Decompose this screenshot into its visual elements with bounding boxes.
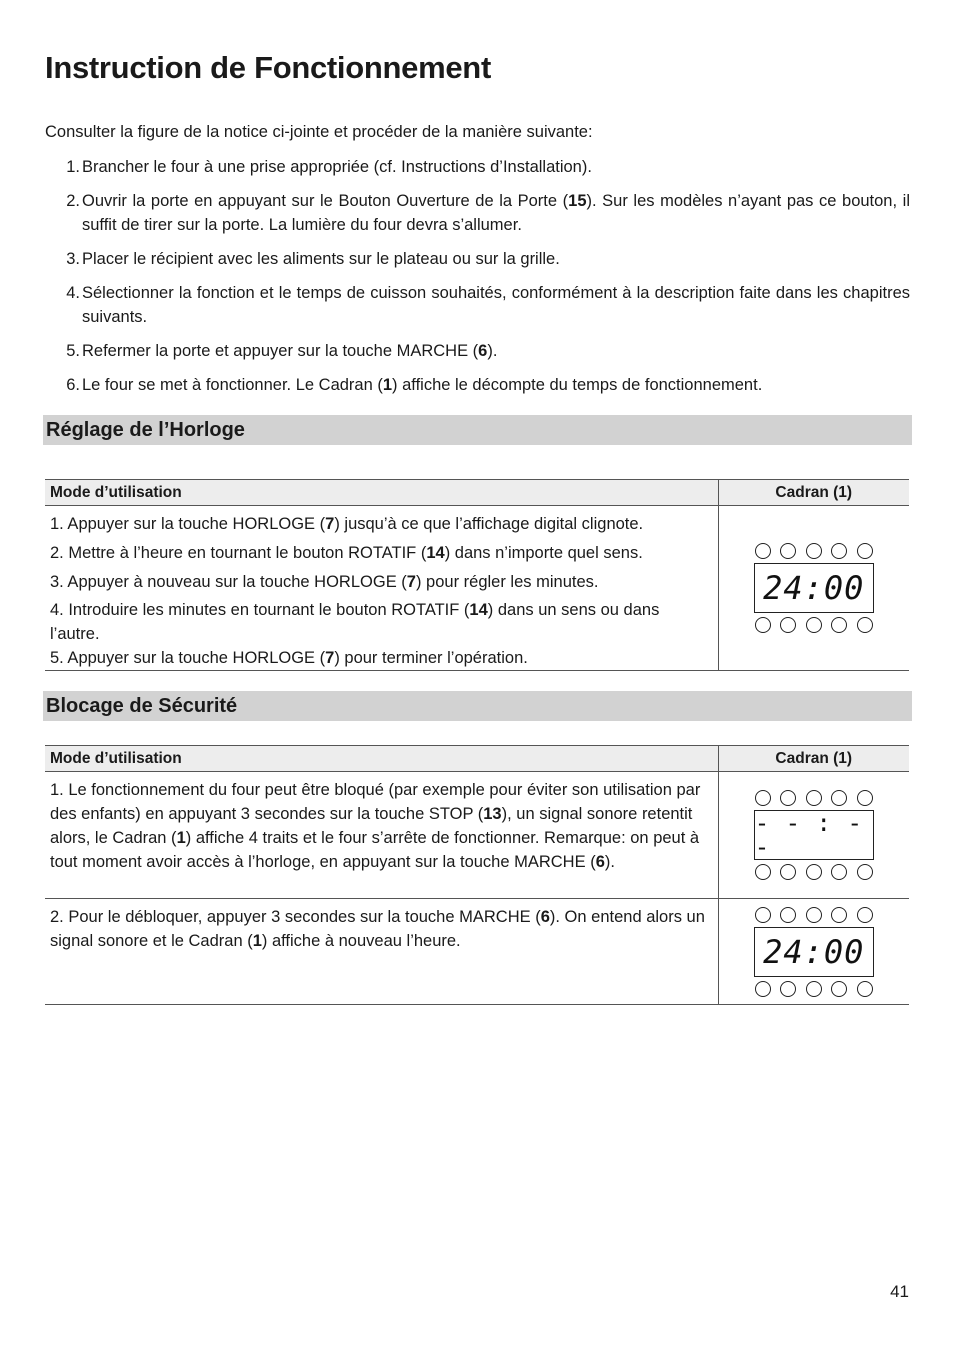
indicator-row-top xyxy=(754,907,874,923)
oven-display xyxy=(754,790,874,880)
step-text: Sélectionner la fonction et le temps de cuisson souhaités, conformément à la description faite dans les chapitres suivants. xyxy=(82,284,910,326)
step-number: 4. xyxy=(66,284,80,302)
clock-table xyxy=(45,479,909,671)
display-screen: 24:00 xyxy=(754,563,874,613)
step-item xyxy=(45,247,910,271)
indicator-row-bottom xyxy=(754,864,874,880)
step-text: Refermer la porte et appuyer sur la touche MARCHE (6). xyxy=(82,342,498,360)
step-number: 5. xyxy=(66,342,80,360)
step-number: 3. xyxy=(66,250,80,268)
col-header-mode: Mode d’utilisation xyxy=(45,746,718,772)
step-text: Placer le récipient avec les aliments sur le plateau ou sur la grille. xyxy=(82,250,560,268)
lock-display-cell-2 xyxy=(718,899,909,1005)
col-header-display: Cadran (1) xyxy=(718,480,909,506)
indicator-row-bottom xyxy=(754,981,874,997)
col-header-mode: Mode d’utilisation xyxy=(45,480,718,506)
page-title: Instruction de Fonctionnement xyxy=(45,50,491,85)
section-heading-clock: Réglage de l’Horloge xyxy=(43,415,912,445)
step-item xyxy=(45,339,910,363)
indicator-row-top xyxy=(754,543,874,559)
step-number: 2. xyxy=(66,192,80,210)
step-item xyxy=(45,155,910,179)
lock-table xyxy=(45,745,909,1005)
step-text: Le four se met à fonctionner. Le Cadran (1) affiche le décompte du temps de fonctionnement. xyxy=(82,376,763,394)
col-header-display: Cadran (1) xyxy=(718,746,909,772)
step-number: 1. xyxy=(66,158,80,176)
section-heading-lock: Blocage de Sécurité xyxy=(43,691,912,721)
indicator-row-bottom xyxy=(754,617,874,633)
lock-instructions-2: 2. Pour le débloquer, appuyer 3 secondes sur la touche MARCHE (6). On entend alors un signal sonore et le Cadran (1) affiche à nouveau l’heure. xyxy=(45,899,718,1005)
display-screen: - - : - - xyxy=(754,810,874,860)
step-number: 6. xyxy=(66,376,80,394)
display-screen: 24:00 xyxy=(754,927,874,977)
clock-display-cell xyxy=(718,506,909,671)
step-item xyxy=(45,373,910,397)
lock-display-cell-1 xyxy=(718,772,909,899)
oven-display xyxy=(754,907,874,997)
step-item xyxy=(45,281,910,329)
oven-display xyxy=(754,543,874,633)
step-item xyxy=(45,189,910,237)
step-text: Brancher le four à une prise appropriée (cf. Instructions d’Installation). xyxy=(82,158,592,176)
step-text: Ouvrir la porte en appuyant sur le Bouton Ouverture de la Porte (15). Sur les modèles n’ayant pas ce bouton, il suffit de tirer sur la porte. La lumière du four devra s’allumer. xyxy=(82,192,910,234)
lock-instructions-1: 1. Le fonctionnement du four peut être bloqué (par exemple pour éviter son utilisation par des enfants) en appuyant 3 secondes sur la touche STOP (13), un signal sonore retentit alors, le Cadran (1) affiche 4 traits et le four s’arrête de fonctionner. Remarque: on peut à tout moment avoir accès à l’horloge, en appuyant sur la touche MARCHE (6). xyxy=(45,772,718,899)
intro-text: Consulter la figure de la notice ci-jointe et procéder de la manière suivante: xyxy=(45,123,593,141)
indicator-row-top xyxy=(754,790,874,806)
steps-list xyxy=(45,155,910,407)
page-number: 41 xyxy=(890,1282,909,1301)
clock-instructions: 1. Appuyer sur la touche HORLOGE (7) jusqu’à ce que l’affichage digital clignote. 2. Mettre à l’heure en tournant le bouton ROTATIF (14) dans n’importe quel sens. 3. Appuyer à nouveau sur la touche HORLOGE (7) pour régler les minutes. 4. Introduire les minutes en tournant le bouton ROTATIF (14) dans un sens ou dans l’autre. 5. Appuyer sur la touche HORLOGE (7) pour terminer l’opération. xyxy=(45,506,718,671)
